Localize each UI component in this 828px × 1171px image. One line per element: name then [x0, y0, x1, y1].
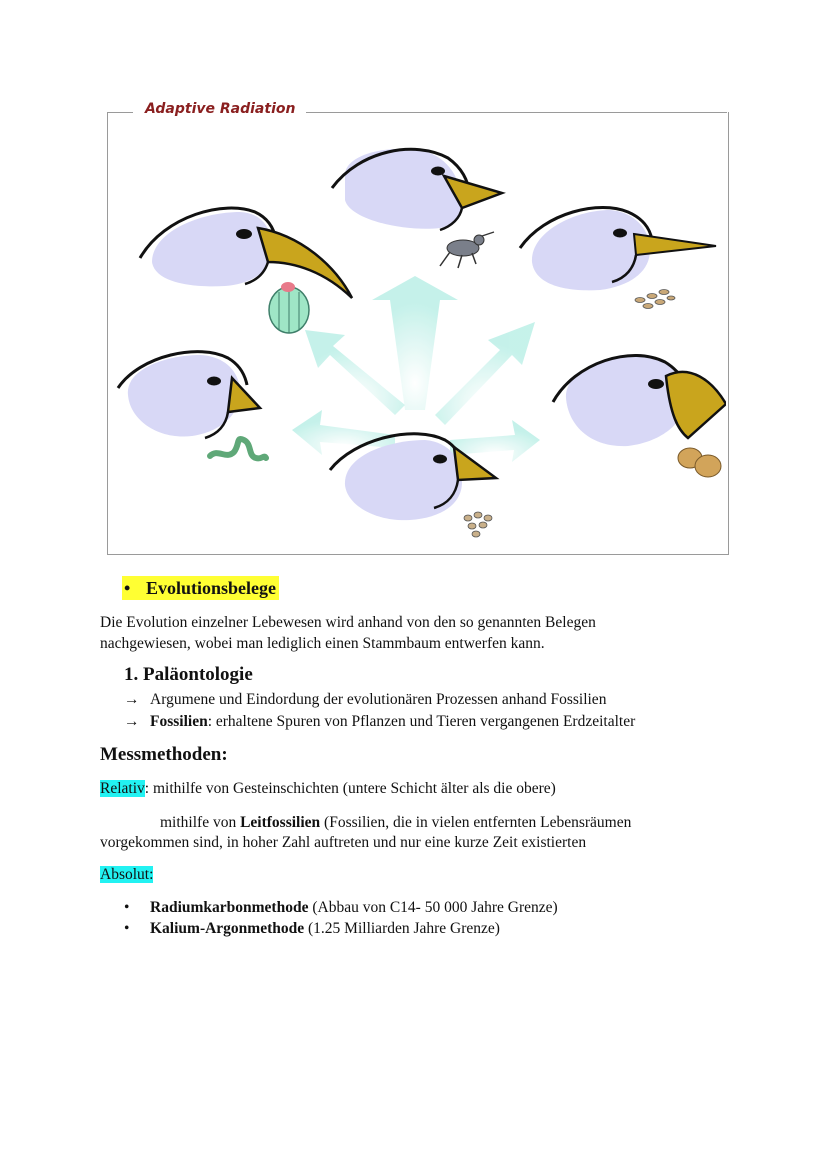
- arrow-up-left: [305, 330, 405, 415]
- insect-icon: [440, 232, 494, 268]
- leit-rest: (Fossilien, die in vielen entfernten Lebensräumen: [320, 814, 632, 831]
- bullet-icon: •: [124, 920, 130, 937]
- frame-bottom-line: [107, 554, 728, 555]
- arrow-item-2: [124, 711, 635, 732]
- seeds-icon: [635, 290, 675, 309]
- list-item: [124, 897, 558, 918]
- leitfossilien-line-1: [160, 812, 631, 833]
- list-item: [124, 918, 500, 939]
- arrow-up-right: [435, 322, 535, 425]
- messmethoden-heading: Messmethoden:: [100, 744, 228, 765]
- method-name: Radiumkarbonmethode: [150, 899, 309, 916]
- bird-cactus-eater: [140, 208, 352, 298]
- cactus-icon: [269, 282, 309, 333]
- worm-icon: [210, 439, 266, 458]
- bullet-icon: •: [124, 899, 130, 916]
- palaeontologie-heading: 1. Paläontologie: [124, 664, 253, 685]
- arrow-item-2-text: : erhaltene Spuren von Pflanzen und Tieren vergangenen Erdzeitalter: [207, 713, 636, 730]
- adaptive-radiation-illustration: [108, 120, 726, 550]
- bird-nut-eater: [553, 355, 726, 446]
- leitfossilien-term: Leitfossilien: [240, 814, 321, 831]
- fossilien-term: Fossilien: [150, 713, 208, 730]
- evolutionsbelege-label: Evolutionsbelege: [146, 578, 277, 598]
- relativ-label: Relativ: [100, 780, 145, 797]
- leitfossilien-line-2: vorgekommen sind, in hoher Zahl auftreten und nur eine kurze Zeit existierten: [100, 834, 587, 851]
- absolut-line: [100, 864, 153, 885]
- absolut-label: Absolut:: [100, 866, 154, 883]
- leit-prefix: mithilfe von: [160, 814, 241, 831]
- arrow-item-1-text: Argumene und Eindordung der evolutionären Prozessen anhand Fossilien: [150, 691, 607, 708]
- intro-line-2: nachgewiesen, wobei man lediglich einen Stammbaum entwerfen kann.: [100, 635, 545, 652]
- nuts-icon: [678, 448, 721, 477]
- bird-insect-eater: [332, 149, 502, 230]
- arrow-icon: →: [124, 691, 140, 708]
- arrow-item-1: [124, 689, 606, 710]
- arrow-icon: →: [124, 713, 140, 730]
- bird-worm-eater: [118, 352, 260, 438]
- method-name: Kalium-Argonmethode: [150, 920, 305, 937]
- evolutionsbelege-heading: [122, 576, 279, 600]
- small-seeds-icon: [464, 512, 492, 537]
- relativ-line: [100, 778, 556, 799]
- figure-title: Adaptive Radiation: [145, 101, 303, 117]
- bird-seed-eater-thin: [520, 208, 716, 291]
- frame-top-left-line: [107, 112, 133, 113]
- method-detail: (Abbau von C14- 50 000 Jahre Grenze): [308, 899, 558, 916]
- frame-top-right-line: [306, 112, 727, 113]
- bullet-icon: •: [124, 578, 131, 598]
- intro-line-1: Die Evolution einzelner Lebewesen wird anhand von den so genannten Belegen: [100, 614, 596, 631]
- relativ-text: : mithilfe von Gesteinschichten (untere Schicht älter als die obere): [144, 780, 556, 797]
- method-detail: (1.25 Milliarden Jahre Grenze): [304, 920, 500, 937]
